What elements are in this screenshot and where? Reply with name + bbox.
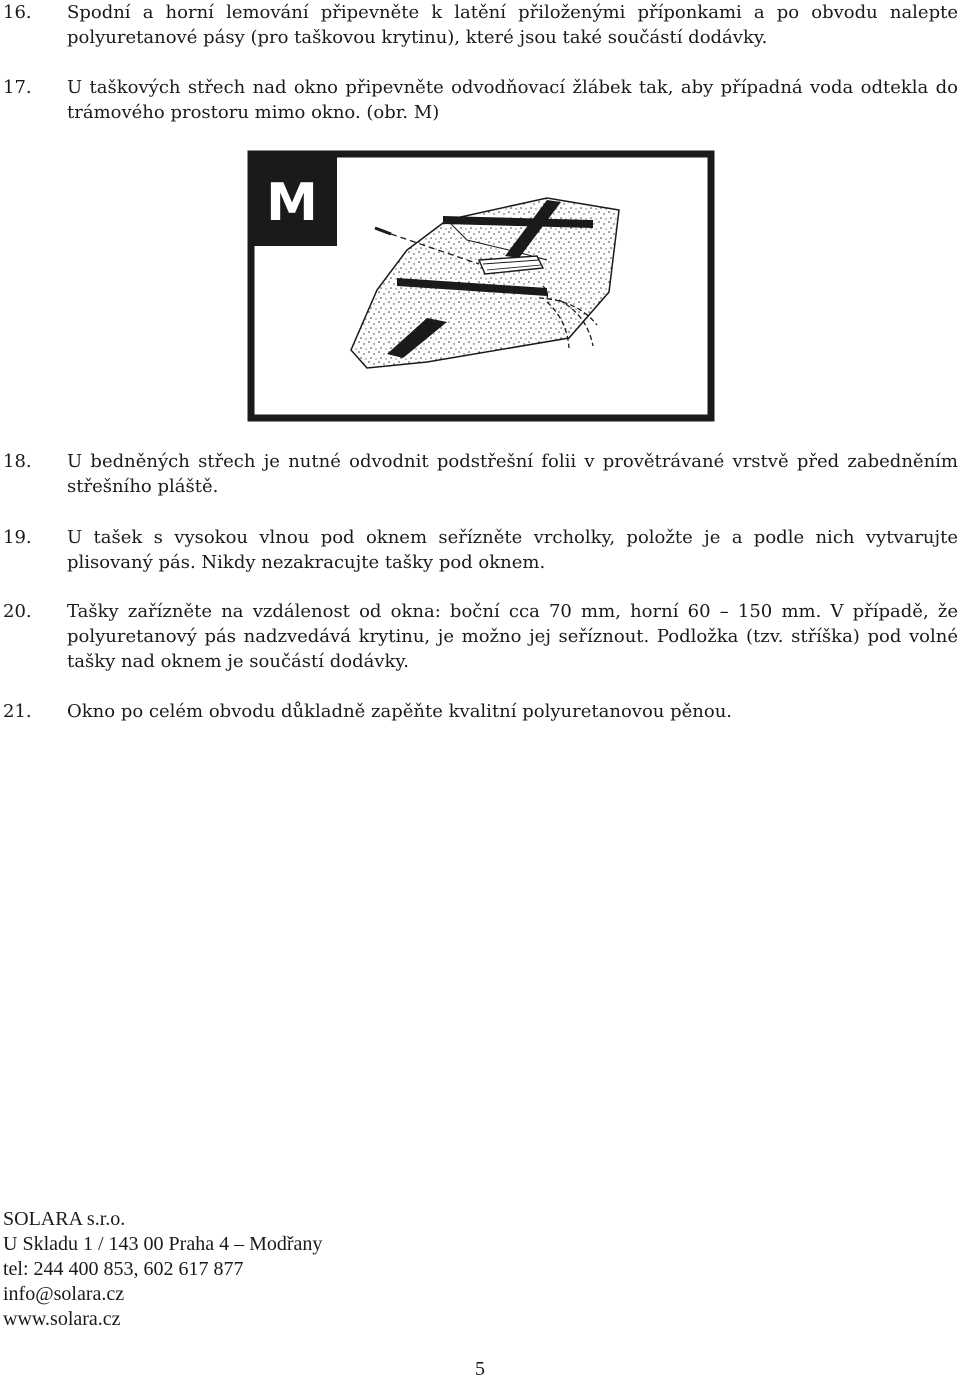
step-text: Spodní a horní lemování připevněte k latění přiloženými příponkami a po obvodu nalepte polyuretanové pásy (pro taškovou krytinu), které jsou také součástí dodávky.	[67, 2, 958, 48]
step-18	[0, 449, 958, 499]
step-21	[0, 699, 958, 724]
step-17	[0, 75, 958, 125]
step-text: U bedněných střech je nutné odvodnit podstřešní folii v provětrávané vrstvě před zabedněním střešního pláště.	[67, 451, 958, 497]
step-text: Okno po celém obvodu důkladně zapěňte kvalitní polyuretanovou pěnou.	[67, 701, 733, 722]
step-number: 18.	[3, 451, 32, 472]
company-email: info@solara.cz	[3, 1283, 125, 1305]
step-20	[0, 599, 958, 674]
step-text: Tašky zařízněte na vzdálenost od okna: boční cca 70 mm, horní 60 – 150 mm. V případě, že polyuretanový pás nadzvedává krytinu, je možno jej seříznout. Podložka (tzv. stříška) pod volné tašky nad oknem je součástí dodávky.	[67, 601, 958, 672]
figure-label: M	[266, 173, 318, 233]
company-address: U Skladu 1 / 143 00 Praha 4 – Modřany	[3, 1233, 323, 1255]
step-number: 20.	[3, 601, 32, 622]
step-number: 16.	[3, 2, 32, 23]
step-text: U taškových střech nad okno připevněte odvodňovací žlábek tak, aby případná voda odtekla do trámového prostoru mimo okno. (obr. M)	[67, 77, 958, 123]
company-contact	[3, 1207, 322, 1332]
figure-m-drainage-gutter	[247, 150, 715, 422]
step-text: U tašek s vysokou vlnou pod oknem seřízněte vrcholky, položte je a podle nich vytvarujte plisovaný pás. Nikdy nezakracujte tašky pod oknem.	[67, 527, 958, 573]
page-number: 5	[475, 1358, 485, 1380]
step-number: 21.	[3, 701, 32, 722]
company-phone: tel: 244 400 853, 602 617 877	[3, 1258, 244, 1280]
step-16	[0, 0, 958, 50]
step-number: 17.	[3, 77, 32, 98]
company-name: SOLARA s.r.o.	[3, 1208, 126, 1230]
company-website: www.solara.cz	[3, 1308, 121, 1330]
step-19	[0, 525, 958, 575]
step-number: 19.	[3, 527, 32, 548]
